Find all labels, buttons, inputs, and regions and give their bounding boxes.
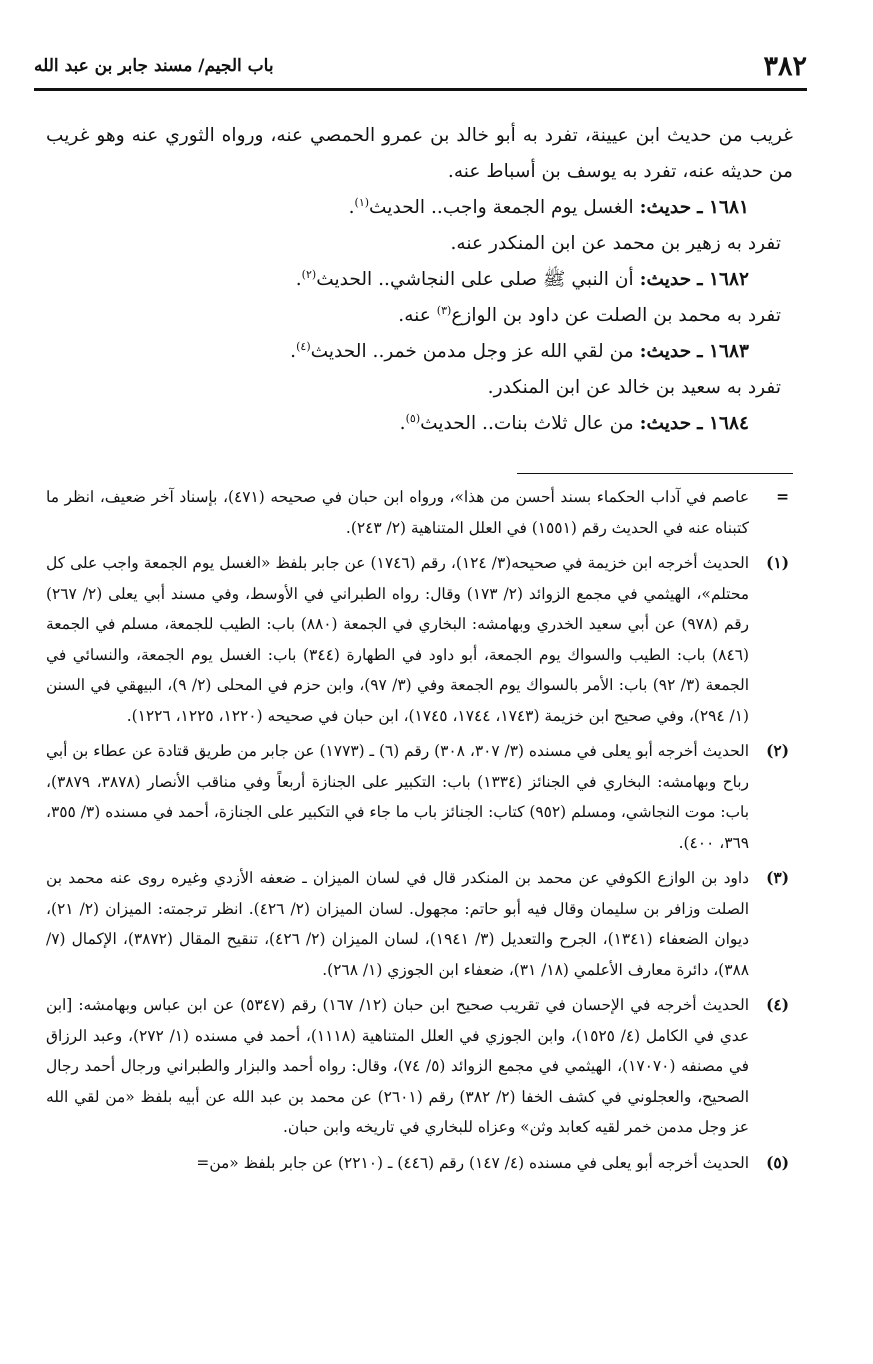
footnote-mark: = (776, 488, 789, 506)
hadith-end: . (295, 269, 302, 290)
hadith-number: ١٦٨٢ ـ (697, 269, 749, 290)
footnote-mark: (٥) (766, 1153, 789, 1172)
footnote-ref: (٥) (405, 411, 421, 425)
footnote-ref: (٤) (296, 339, 311, 353)
footnote-text: الحديث أخرجه أبو يعلى في مسنده (٣/ ٣٠٧، ٣٠٨) رقم (٦) ـ (١٧٧٣) عن جابر من طريق قتادة عن عطاء بن أبي رباح وبهامشه: البخاري في الجنائز (١٣٣٤) باب: التكبير على الجنازة أربعاً وفي مناقب الأنصار (٣٨٧٨، ٣٨٧٩)، باب: موت النجاشي، ومسلم (٩٥٢) كتاب: الجنائز باب ما جاء في التكبير على الجنازة، أحمد في مسنده (٣/ ٣٥٥، ٣٦٩، ٤٠٠). (46, 742, 749, 852)
chain-text: تفرد به محمد بن الصلت عن داود بن الوازع (451, 305, 781, 326)
footnote (46, 863, 789, 985)
hadith-label: حديث: (639, 341, 692, 362)
footnote (46, 990, 789, 1143)
footnote (46, 482, 789, 543)
footnote-text: الحديث أخرجه في الإحسان في تقريب صحيح ابن حبان (١٢/ ١٦٧) رقم (٥٣٤٧) عن ابن عباس وبهامشه: [ابن عدي في الكامل (٤/ ١٥٢٥)، وابن الجوزي في العلل المتناهية (١١١٨)، أحمد في مسنده (١/ ٢٧٢)، وعبد الرزاق في مصنفه (١٧٠٧٠)، الهيثمي في مجمع الزوائد (٥/ ٧٤)، وقال: رواه أحمد والبزار والطبراني ورجال أحمد رجال الصحيح، والعجلوني في كشف الخفا (٢/ ٣٨٢) رقم (٢٦٠١) عن محمد بن عبد الله عن أبيه بلفظ «من لقي الله عز وجل مدمن خمر لقيه كعابد وثن» وعزاه للبخاري في تاريخه وابن حبان. (46, 996, 750, 1136)
running-head: باب الجيم/ مسند جابر بن عبد الله (34, 56, 274, 76)
hadith-end: . (399, 413, 406, 434)
hadith-number: ١٦٨٤ ـ (697, 413, 749, 434)
footnote (46, 1148, 789, 1179)
hadith-text: الغسل يوم الجمعة واجب.. الحديث (369, 197, 634, 218)
hadith-text: أن النبي ﷺ صلى على النجاشي.. الحديث (316, 269, 634, 290)
footnote-mark: (٤) (766, 996, 789, 1014)
chain-text-end: عنه. (398, 305, 437, 326)
page-number: ٣٨٢ (763, 50, 807, 82)
hadith-end: . (290, 341, 297, 362)
page-header (34, 44, 807, 91)
footnote-ref: (٢) (301, 267, 317, 281)
footnote-text: الحديث أخرجه أبو يعلى في مسنده (٤/ ١٤٧) رقم (٤٤٦) ـ (٢٢١٠) عن جابر بلفظ «من= (196, 1153, 749, 1172)
hadith-end: . (348, 197, 355, 218)
footnote-ref: (١) (354, 195, 370, 209)
footnote-ref: (٣) (436, 303, 452, 317)
intro-paragraph: غريب من حديث ابن عيينة، تفرد به أبو خالد بن عمرو الحمصي عنه، ورواه الثوري عنه وهو غريب من حديثه عنه، تفرد به يوسف بن أسباط عنه. (46, 125, 793, 182)
hadith-entry (46, 334, 749, 370)
hadith-text: من عال ثلاث بنات.. الحديث (420, 413, 634, 434)
footnote-text: داود بن الوازع الكوفي عن محمد بن المنكدر قال في لسان الميزان ـ ضعفه الأزدي وغيره روى عنه محمد بن الصلت وزافر بن سليمان وقال فيه أبو حاتم: مجهول. لسان الميزان (٢/ ٤٢٦). انظر ترجمته: الميزان (٢/ ٢١)، ديوان الضعفاء (١٣٤١)، الجرح والتعديل (٣/ ١٩٤١)، لسان الميزان (٢/ ٤٢٦)، تنقيح المقال (٣٨٧٢)، الإكمال (٧/ ٣٨٨)، دائرة معارف الأعلمي (١٨/ ٣١)، ضعفاء ابن الجوزي (١/ ٢٦٨). (46, 869, 750, 979)
hadith-entry (46, 262, 749, 298)
footnote-mark: (١) (766, 554, 789, 572)
footnote-text: الحديث أخرجه ابن خزيمة في صحيحه(٣/ ١٢٤)، رقم (١٧٤٦) عن جابر بلفظ «الغسل يوم الجمعة واجب على كل محتلم»، الهيثمي في مجمع الزوائد (٢/ ١٧٣) وقال: رواه الطبراني في الأوسط، وفي مسند أبي يعلى (٢/ ٢٦٧) رقم (٩٧٨) عن أبي سعيد الخدري وبهامشه: البخاري في الجمعة (٨٨٠) باب: الطيب للجمعة، مسلم في الجمعة (٨٤٦) باب: الطيب والسواك يوم الجمعة، أبو داود في الطهارة (٣٤٤) باب: الغسل يوم الجمعة، والنسائي في الجمعة (٣/ ٩٢) باب: الأمر بالسواك يوم الجمعة وفي (٣/ ٩٧)، وابن حزم في المحلى (٢/ ٩)، البيهقي في السنن (١/ ٢٩٤)، وفي صحيح ابن خزيمة (١٧٤٣، ١٧٤٤، ١٧٤٥)، ابن حبان في صحيحه (١٢٢٠، ١٢٢٥، ١٢٢٦). (46, 554, 750, 725)
hadith-entry (46, 190, 749, 226)
footnotes (46, 482, 789, 1183)
hadith-chain: تفرد به سعيد بن خالد عن ابن المنكدر. (487, 377, 781, 398)
footnote (46, 548, 789, 731)
hadith-text: من لقي الله عز وجل مدمن خمر.. الحديث (310, 341, 634, 362)
main-text (46, 118, 793, 442)
footnote (46, 736, 789, 858)
footnote-mark: (٣) (766, 869, 789, 887)
hadith-chain: تفرد به زهير بن محمد عن ابن المنكدر عنه. (450, 233, 781, 254)
hadith-entry (46, 406, 749, 442)
hadith-number: ١٦٨٣ ـ (697, 341, 749, 362)
footnote-mark: (٢) (766, 742, 789, 760)
hadith-label: حديث: (639, 269, 692, 290)
hadith-label: حديث: (639, 197, 692, 218)
hadith-label: حديث: (639, 413, 692, 434)
hadith-chain (46, 298, 781, 334)
footnote-separator (517, 473, 793, 474)
footnote-text: عاصم في آداب الحكماء بسند أحسن من هذا»، ورواه ابن حبان في صحيحه (٤٧١)، بإسناد آخر ضعيف، انظر ما كتبناه عنه في الحديث رقم (١٥٥١) في العلل المتناهية (٢/ ٢٤٣). (46, 488, 749, 537)
hadith-number: ١٦٨١ ـ (697, 197, 749, 218)
